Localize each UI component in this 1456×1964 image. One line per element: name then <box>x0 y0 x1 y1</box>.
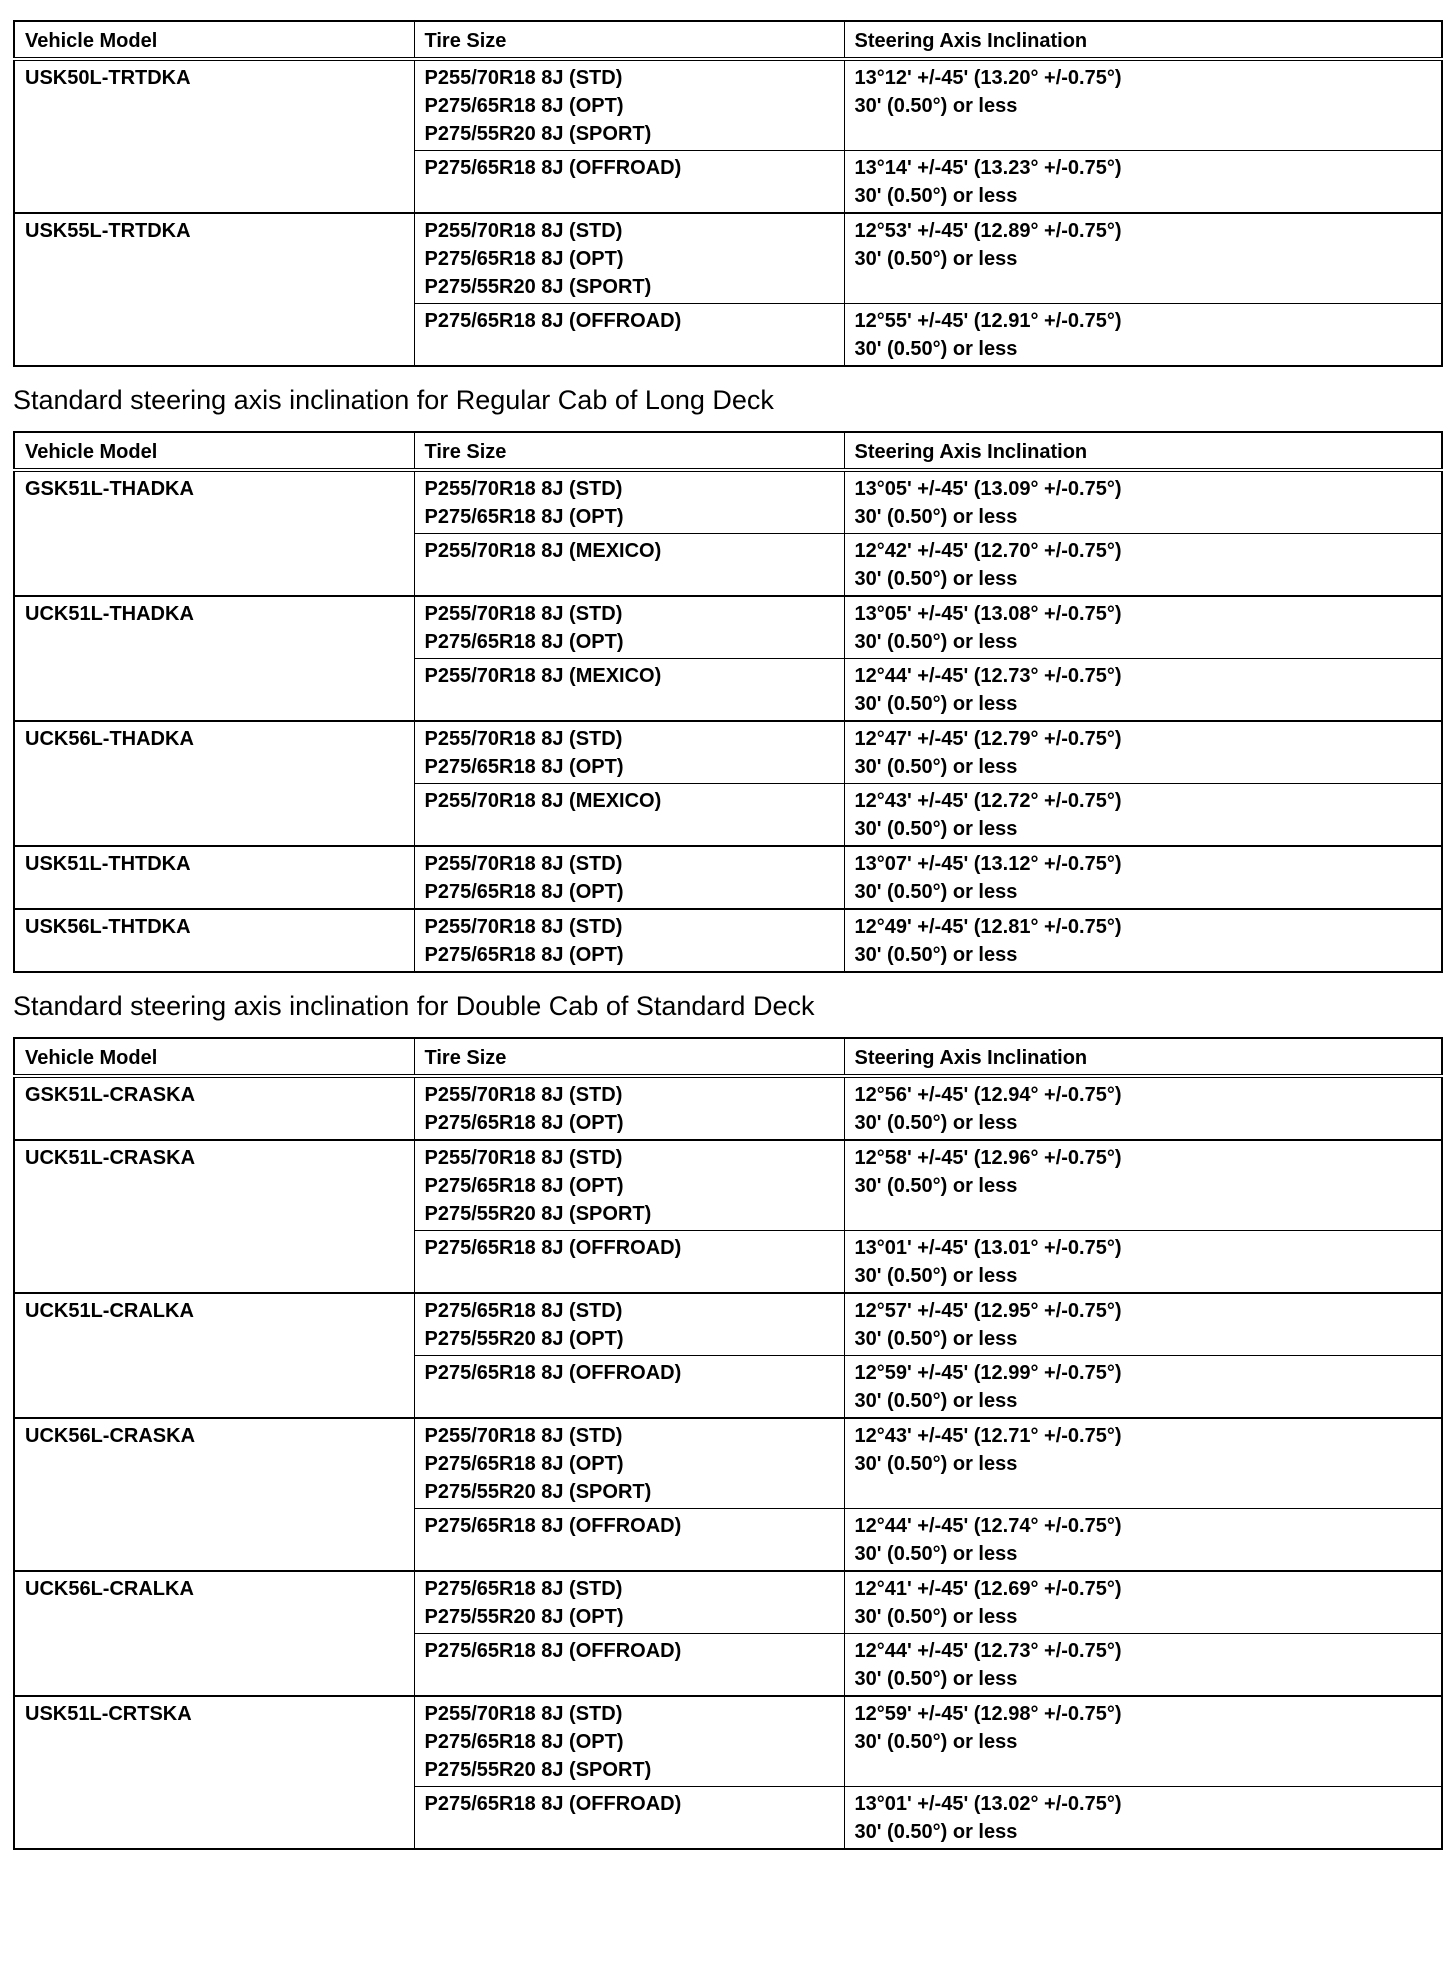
steering-axis-inclination-cell <box>844 1418 1442 1509</box>
vehicle-model-cell: GSK51L-CRASKA <box>14 1076 414 1140</box>
inclination-value: 12°55' +/-45' (12.91° +/-0.75°) <box>854 310 1122 332</box>
table-row <box>14 59 1442 151</box>
header-steering-axis-inclination: Steering Axis Inclination <box>844 432 1442 470</box>
vehicle-model-cell: USK55L-TRTDKA <box>14 213 414 366</box>
inclination-value: 13°01' +/-45' (13.02° +/-0.75°) <box>854 1793 1122 1815</box>
inclination-difference: 30' (0.50°) or less <box>854 95 1018 117</box>
tire-size-cell <box>414 596 844 659</box>
tire-size: P255/70R18 8J (STD) <box>424 728 623 750</box>
steering-axis-inclination-cell <box>844 1140 1442 1231</box>
header-vehicle-model: Vehicle Model <box>14 432 414 470</box>
tire-size-cell <box>414 151 844 214</box>
steering-axis-inclination-cell <box>844 596 1442 659</box>
inclination-value: 12°59' +/-45' (12.99° +/-0.75°) <box>854 1362 1122 1384</box>
tire-size-cell <box>414 1231 844 1294</box>
tire-size: P275/65R18 8J (OFFROAD) <box>424 1793 682 1815</box>
steering-axis-inclination-cell <box>844 151 1442 214</box>
steering-axis-inclination-cell <box>844 1293 1442 1356</box>
tire-size: P275/55R20 8J (SPORT) <box>424 1481 652 1503</box>
tire-size-cell <box>414 470 844 534</box>
inclination-difference: 30' (0.50°) or less <box>854 1175 1018 1197</box>
steering-axis-inclination-cell <box>844 846 1442 909</box>
header-steering-axis-inclination: Steering Axis Inclination <box>844 1038 1442 1076</box>
tire-size: P275/55R20 8J (SPORT) <box>424 123 652 145</box>
header-row <box>14 432 1442 470</box>
steering-axis-inclination-cell <box>844 909 1442 972</box>
tire-size: P275/65R18 8J (STD) <box>424 1300 623 1322</box>
inclination-difference: 30' (0.50°) or less <box>854 1265 1018 1287</box>
tire-size: P255/70R18 8J (STD) <box>424 853 623 875</box>
tire-size: P255/70R18 8J (MEXICO) <box>424 790 662 812</box>
vehicle-model-cell: USK50L-TRTDKA <box>14 59 414 213</box>
tire-size-cell <box>414 1418 844 1509</box>
steering-axis-inclination-cell <box>844 1076 1442 1140</box>
inclination-difference: 30' (0.50°) or less <box>854 1731 1018 1753</box>
tire-size: P255/70R18 8J (STD) <box>424 1084 623 1106</box>
inclination-difference: 30' (0.50°) or less <box>854 1606 1018 1628</box>
tire-size: P275/65R18 8J (OFFROAD) <box>424 310 682 332</box>
table-row <box>14 1076 1442 1140</box>
inclination-value: 12°56' +/-45' (12.94° +/-0.75°) <box>854 1084 1122 1106</box>
inclination-value: 13°01' +/-45' (13.01° +/-0.75°) <box>854 1237 1122 1259</box>
inclination-difference: 30' (0.50°) or less <box>854 1112 1018 1134</box>
inclination-difference: 30' (0.50°) or less <box>854 1543 1018 1565</box>
tire-size: P255/70R18 8J (STD) <box>424 1703 623 1725</box>
table-row <box>14 1418 1442 1509</box>
tire-size: P255/70R18 8J (STD) <box>424 1147 623 1169</box>
tire-size: P255/70R18 8J (STD) <box>424 1425 623 1447</box>
steering-axis-inclination-cell <box>844 304 1442 367</box>
inclination-value: 12°59' +/-45' (12.98° +/-0.75°) <box>854 1703 1122 1725</box>
header-row <box>14 21 1442 59</box>
tire-size: P275/65R18 8J (OFFROAD) <box>424 1237 682 1259</box>
tire-size: P275/65R18 8J (OPT) <box>424 95 624 117</box>
tire-size-cell <box>414 304 844 367</box>
tire-size: P275/65R18 8J (STD) <box>424 1578 623 1600</box>
inclination-value: 12°41' +/-45' (12.69° +/-0.75°) <box>854 1578 1122 1600</box>
steering-axis-inclination-cell <box>844 1356 1442 1419</box>
inclination-difference: 30' (0.50°) or less <box>854 756 1018 778</box>
inclination-difference: 30' (0.50°) or less <box>854 631 1018 653</box>
tire-size: P275/65R18 8J (OFFROAD) <box>424 157 682 179</box>
spec-table <box>13 20 1443 367</box>
vehicle-model-cell: GSK51L-THADKA <box>14 470 414 596</box>
tire-size: P275/65R18 8J (OFFROAD) <box>424 1362 682 1384</box>
inclination-difference: 30' (0.50°) or less <box>854 944 1018 966</box>
steering-axis-inclination-cell <box>844 721 1442 784</box>
inclination-difference: 30' (0.50°) or less <box>854 248 1018 270</box>
steering-axis-inclination-cell <box>844 1571 1442 1634</box>
inclination-value: 12°58' +/-45' (12.96° +/-0.75°) <box>854 1147 1122 1169</box>
inclination-value: 12°43' +/-45' (12.72° +/-0.75°) <box>854 790 1122 812</box>
vehicle-model-cell: USK51L-CRTSKA <box>14 1696 414 1849</box>
inclination-value: 12°49' +/-45' (12.81° +/-0.75°) <box>854 916 1122 938</box>
inclination-value: 12°57' +/-45' (12.95° +/-0.75°) <box>854 1300 1122 1322</box>
spec-table <box>13 431 1443 973</box>
steering-axis-inclination-cell <box>844 1787 1442 1850</box>
inclination-value: 12°53' +/-45' (12.89° +/-0.75°) <box>854 220 1122 242</box>
tire-size-cell <box>414 213 844 304</box>
tire-size: P275/65R18 8J (OPT) <box>424 1731 624 1753</box>
tire-size-cell <box>414 784 844 847</box>
tire-size: P255/70R18 8J (STD) <box>424 603 623 625</box>
inclination-difference: 30' (0.50°) or less <box>854 1390 1018 1412</box>
tire-size-cell <box>414 1293 844 1356</box>
inclination-difference: 30' (0.50°) or less <box>854 818 1018 840</box>
table-row <box>14 1293 1442 1356</box>
inclination-difference: 30' (0.50°) or less <box>854 185 1018 207</box>
steering-axis-inclination-cell <box>844 1231 1442 1294</box>
tire-size: P275/55R20 8J (SPORT) <box>424 1203 652 1225</box>
tire-size: P255/70R18 8J (MEXICO) <box>424 540 662 562</box>
tire-size: P255/70R18 8J (MEXICO) <box>424 665 662 687</box>
tire-size: P275/65R18 8J (OPT) <box>424 756 624 778</box>
steering-axis-inclination-cell <box>844 784 1442 847</box>
table-row <box>14 846 1442 909</box>
table-row <box>14 213 1442 304</box>
vehicle-model-cell: UCK51L-CRASKA <box>14 1140 414 1293</box>
tire-size: P275/55R20 8J (OPT) <box>424 1328 624 1350</box>
inclination-value: 12°47' +/-45' (12.79° +/-0.75°) <box>854 728 1122 750</box>
tire-size: P275/65R18 8J (OPT) <box>424 1112 624 1134</box>
tire-size-cell <box>414 909 844 972</box>
inclination-value: 13°12' +/-45' (13.20° +/-0.75°) <box>854 67 1122 89</box>
section-heading: Standard steering axis inclination for Double Cab of Standard Deck <box>13 991 815 1021</box>
vehicle-model-cell: UCK56L-THADKA <box>14 721 414 846</box>
inclination-difference: 30' (0.50°) or less <box>854 506 1018 528</box>
inclination-difference: 30' (0.50°) or less <box>854 1821 1018 1843</box>
tire-size-cell <box>414 1571 844 1634</box>
vehicle-model-cell: UCK56L-CRASKA <box>14 1418 414 1571</box>
table-row <box>14 721 1442 784</box>
tire-size: P275/65R18 8J (OFFROAD) <box>424 1640 682 1662</box>
inclination-value: 12°42' +/-45' (12.70° +/-0.75°) <box>854 540 1122 562</box>
inclination-value: 13°07' +/-45' (13.12° +/-0.75°) <box>854 853 1122 875</box>
tire-size-cell <box>414 1634 844 1697</box>
steering-axis-inclination-cell <box>844 59 1442 151</box>
tire-size: P275/65R18 8J (OPT) <box>424 506 624 528</box>
tire-size: P255/70R18 8J (STD) <box>424 67 623 89</box>
tire-size: P275/65R18 8J (OPT) <box>424 881 624 903</box>
tire-size-cell <box>414 1509 844 1572</box>
steering-axis-inclination-cell <box>844 470 1442 534</box>
header-row <box>14 1038 1442 1076</box>
inclination-difference: 30' (0.50°) or less <box>854 1328 1018 1350</box>
vehicle-model-cell: USK56L-THTDKA <box>14 909 414 972</box>
tire-size: P255/70R18 8J (STD) <box>424 916 623 938</box>
tire-size-cell <box>414 1140 844 1231</box>
tire-size-cell <box>414 1696 844 1787</box>
tire-size-cell <box>414 59 844 151</box>
tire-size: P255/70R18 8J (STD) <box>424 220 623 242</box>
tire-size: P275/65R18 8J (OPT) <box>424 631 624 653</box>
tire-size: P275/65R18 8J (OPT) <box>424 1175 624 1197</box>
table-row <box>14 470 1442 534</box>
tire-size-cell <box>414 659 844 722</box>
tire-size-cell <box>414 1787 844 1850</box>
steering-axis-inclination-cell <box>844 659 1442 722</box>
section-heading: Standard steering axis inclination for Regular Cab of Long Deck <box>13 385 774 415</box>
inclination-difference: 30' (0.50°) or less <box>854 568 1018 590</box>
tire-size: P275/65R18 8J (OPT) <box>424 944 624 966</box>
steering-axis-inclination-cell <box>844 1509 1442 1572</box>
tire-size: P275/55R20 8J (SPORT) <box>424 276 652 298</box>
table-row <box>14 596 1442 659</box>
tire-size: P255/70R18 8J (STD) <box>424 478 623 500</box>
header-tire-size: Tire Size <box>414 432 844 470</box>
steering-axis-inclination-cell <box>844 213 1442 304</box>
tire-size-cell <box>414 846 844 909</box>
header-steering-axis-inclination: Steering Axis Inclination <box>844 21 1442 59</box>
header-vehicle-model: Vehicle Model <box>14 1038 414 1076</box>
steering-axis-inclination-cell <box>844 1634 1442 1697</box>
inclination-value: 12°44' +/-45' (12.74° +/-0.75°) <box>854 1515 1122 1537</box>
document-page <box>13 20 1441 1850</box>
inclination-value: 12°44' +/-45' (12.73° +/-0.75°) <box>854 665 1122 687</box>
tire-size: P275/65R18 8J (OFFROAD) <box>424 1515 682 1537</box>
tire-size-cell <box>414 1076 844 1140</box>
inclination-difference: 30' (0.50°) or less <box>854 338 1018 360</box>
tire-size-cell <box>414 534 844 597</box>
inclination-value: 13°05' +/-45' (13.09° +/-0.75°) <box>854 478 1122 500</box>
tire-size: P275/55R20 8J (OPT) <box>424 1606 624 1628</box>
header-vehicle-model: Vehicle Model <box>14 21 414 59</box>
inclination-difference: 30' (0.50°) or less <box>854 693 1018 715</box>
vehicle-model-cell: UCK51L-CRALKA <box>14 1293 414 1418</box>
vehicle-model-cell: UCK56L-CRALKA <box>14 1571 414 1696</box>
steering-axis-inclination-cell <box>844 1696 1442 1787</box>
inclination-value: 13°14' +/-45' (13.23° +/-0.75°) <box>854 157 1122 179</box>
table-row <box>14 1571 1442 1634</box>
vehicle-model-cell: USK51L-THTDKA <box>14 846 414 909</box>
inclination-value: 13°05' +/-45' (13.08° +/-0.75°) <box>854 603 1122 625</box>
table-row <box>14 1696 1442 1787</box>
inclination-value: 12°43' +/-45' (12.71° +/-0.75°) <box>854 1425 1122 1447</box>
inclination-difference: 30' (0.50°) or less <box>854 881 1018 903</box>
header-tire-size: Tire Size <box>414 1038 844 1076</box>
vehicle-model-cell: UCK51L-THADKA <box>14 596 414 721</box>
inclination-difference: 30' (0.50°) or less <box>854 1668 1018 1690</box>
steering-axis-inclination-cell <box>844 534 1442 597</box>
tire-size: P275/55R20 8J (SPORT) <box>424 1759 652 1781</box>
inclination-difference: 30' (0.50°) or less <box>854 1453 1018 1475</box>
inclination-value: 12°44' +/-45' (12.73° +/-0.75°) <box>854 1640 1122 1662</box>
table-row <box>14 1140 1442 1231</box>
header-tire-size: Tire Size <box>414 21 844 59</box>
tire-size-cell <box>414 1356 844 1419</box>
tire-size: P275/65R18 8J (OPT) <box>424 248 624 270</box>
tire-size-cell <box>414 721 844 784</box>
spec-table <box>13 1037 1443 1850</box>
table-row <box>14 909 1442 972</box>
tire-size: P275/65R18 8J (OPT) <box>424 1453 624 1475</box>
